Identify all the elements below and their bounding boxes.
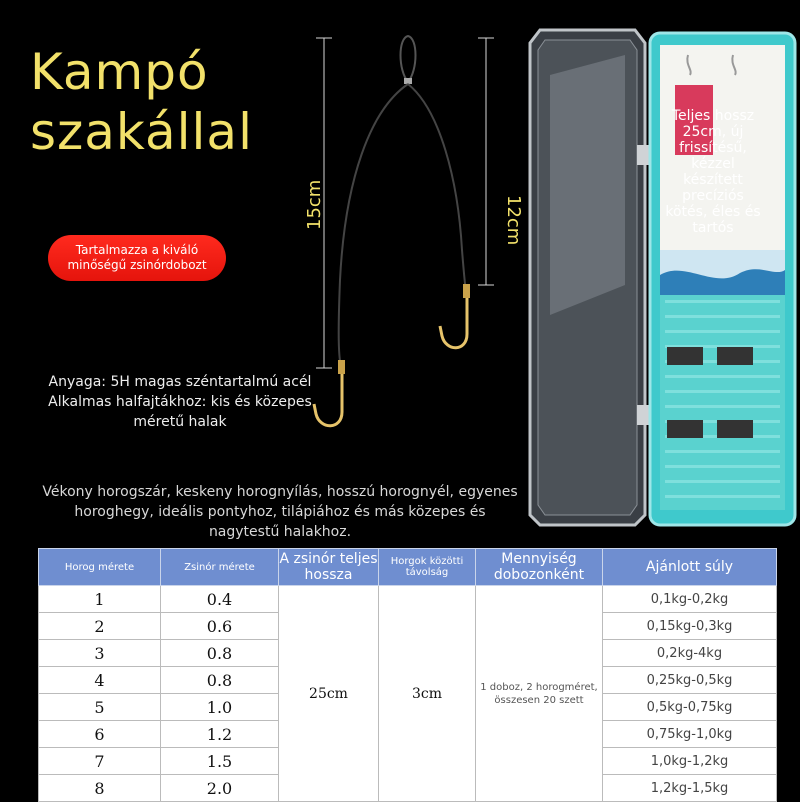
header-total-length: A zsinór teljes hossza [279,549,379,586]
weight-cell: 0,1kg-0,2kg [603,586,777,613]
hook-size-cell: 1 [39,586,161,613]
table-row [39,586,777,613]
hook-size-cell: 5 [39,694,161,721]
line-size-cell: 0.8 [161,667,279,694]
fishing-leader-illustration [290,30,524,430]
weight-cell: 1,2kg-1,5kg [603,775,777,802]
header-hook-size: Horog mérete [39,549,161,586]
dimension-12cm: 12cm [503,195,524,246]
weight-cell: 1,0kg-1,2kg [603,748,777,775]
line-size-cell: 1.0 [161,694,279,721]
header-hook-spacing: Horgok közötti távolság [379,549,476,586]
line-size-cell: 1.5 [161,748,279,775]
weight-cell: 0,2kg-4kg [603,640,777,667]
hook-size-cell: 2 [39,613,161,640]
title-line-1: Kampó [30,43,209,101]
header-line-size: Zsinór mérete [161,549,279,586]
weight-cell: 0,15kg-0,3kg [603,613,777,640]
line-size-cell: 0.6 [161,613,279,640]
hook-size-cell: 6 [39,721,161,748]
hook-spacing-cell: 3cm [379,586,476,802]
hook-size-cell: 7 [39,748,161,775]
hook-size-cell: 4 [39,667,161,694]
weight-cell: 0,5kg-0,75kg [603,694,777,721]
weight-cell: 0,75kg-1,0kg [603,721,777,748]
hook-size-cell: 8 [39,775,161,802]
line-size-cell: 1.2 [161,721,279,748]
badge-text: Tartalmazza a kiváló minőségű zsinórdobozt [67,243,207,272]
product-title [30,42,253,162]
header-quantity: Mennyiség dobozonként [476,549,603,586]
box-label-text: Teljes hossz 25cm, új frissítésű, kézzel készített precíziós kötés, éles és tartós [665,108,761,236]
weight-cell: 0,25kg-0,5kg [603,667,777,694]
line-box-badge [48,235,226,281]
line-size-cell: 0.8 [161,640,279,667]
table-header-row [39,549,777,586]
line-size-cell: 0.4 [161,586,279,613]
hook-size-cell: 3 [39,640,161,667]
header-recommended-weight: Ajánlott súly [603,549,777,586]
line-size-cell: 2.0 [161,775,279,802]
title-line-2: szakállal [30,103,253,161]
total-length-cell: 25cm [279,586,379,802]
material-text: Anyaga: 5H magas széntartalmú acél Alkalmas halfajtákhoz: kis és közepes méretű halak [48,374,312,430]
description-text: Vékony horogszár, keskeny horognyílás, hosszú horognyél, egyenes horoghegy, ideális pontyhoz, tilápiához és más közepes és nagytestű halakhoz. [42,484,518,540]
tackle-box-illustration [525,25,800,530]
dimension-15cm: 15cm [304,179,325,230]
quantity-cell: 1 doboz, 2 horogméret, összesen 20 szett [476,586,603,802]
specification-table [38,548,777,802]
